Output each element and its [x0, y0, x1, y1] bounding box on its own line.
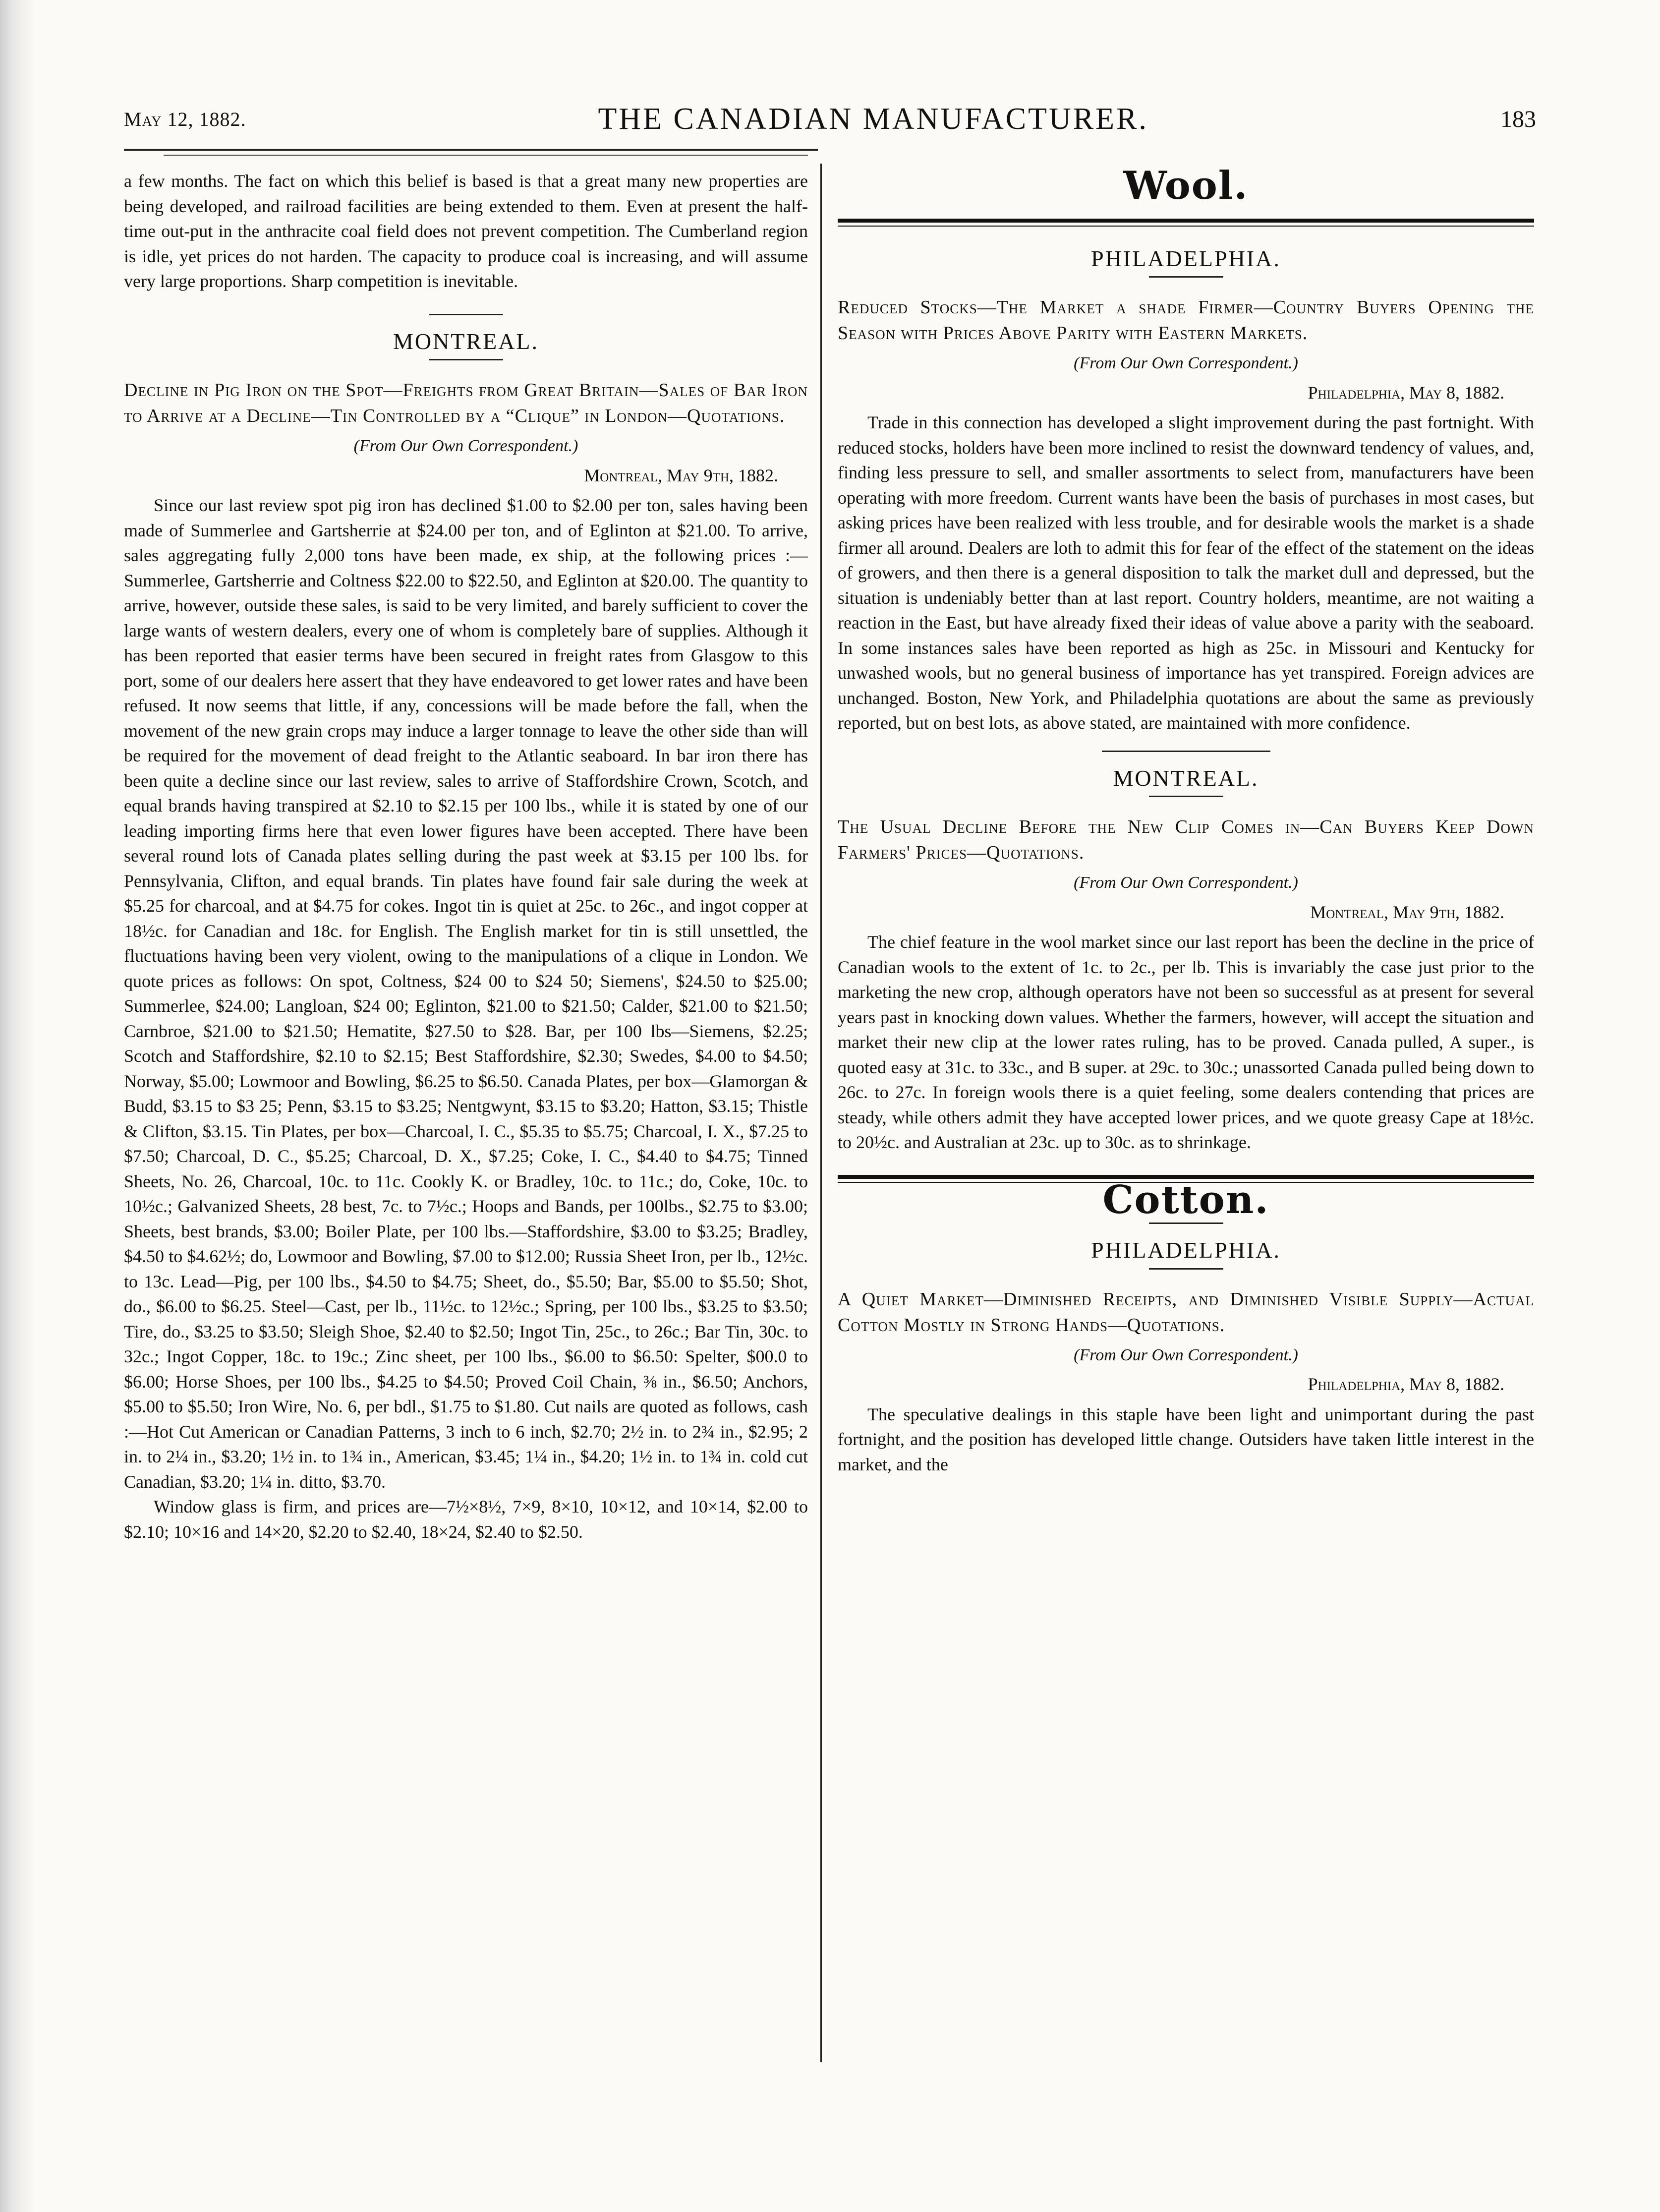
wool-thin-rule — [838, 226, 1534, 227]
cotton-philadelphia-heading: PHILADELPHIA. — [1091, 1237, 1281, 1263]
wool-section-title: Wool. — [1123, 169, 1249, 208]
wool-montreal-dateline: Montreal, May 9th, 1882. — [1310, 902, 1504, 922]
montreal-iron-heading: MONTREAL. — [393, 328, 539, 354]
montreal-iron-body: Since our last review spot pig iron has declined $1.00 to $2.00 per ton, sales having been made of Summerlee and Gartsherrie at $24.00 per ton, and of Eglinton at $21.00. To arrive, sales aggregating fully 2,000 tons have been made, ex ship, at the following prices :—Summerlee, Gartsherrie and Coltness $22.00 to $22.50, and Eglinton at $20.00. The quantity to arrive, however, outside these sales, is said to be very limited, and barely sufficient to cover the large wants of western dealers, every one of whom is completely bare of supplies. Although it has been reported that easier terms have been secured in freight rates from Glasgow to this port, some of our dealers here assert that they have endeavored to get lower rates and have been refused. It now seems that little, if any, concessions will be made before the fall, when the movement of the new grain crops may induce a larger tonnage to leave the other side than will be required for the movement of dead freight to the Atlantic seaboard. In bar iron there has been quite a decline since our last review, sales to arrive of Staffordshire Crown, Scotch, and equal brands having transpired at $2.10 to $2.15 per 100 lbs., while it is stated by one of our leading importing firms here that even lower figures have been accepted. There have been several round lots of Canada plates selling during the past week at $3.15 per 100 lbs. for Pennsylvania, Clifton, and equal brands. Tin plates have found fair sale during the week at $5.25 for charcoal, and at $4.75 for cokes. Ingot tin is quiet at 25c. to 26c., and ingot copper at 18½c. for Canadian and 18c. for English. The English market for tin is still unsettled, the fluctuations having been very violent, owing to the manipulations of a clique in London. We quote prices as follows: On spot, Coltness, $24 00 to $24 50; Siemens', $24.50 to $25.00; Summerlee, $24.00; Langloan, $24 00; Eglinton, $21.00 to $21.50; Calder, $21.00 to $21.50; Carnbroe, $21.00 to $21.50; Hematite, $27.50 to $28. Bar, per 100 lbs—Siemens, $2.25; Scotch and Staffordshire, $2.10 to $2.15; Best Staffordshire, $2.30; Swedes, $4.00 to $4.50; Norway, $5.00; Lowmoor and Bowling, $6.25 to $6.50. Canada Plates, per box—Glamorgan & Budd, $3.15 to $3 25; Penn, $3.15 to $3.25; Nentgwynt, $3.15 to $3.20; Hatton, $3.15; Thistle & Clifton, $3.15. Tin Plates, per box—Charcoal, I. C., $5.35 to $5.75; Charcoal, I. X., $7.25 to $7.50; Charcoal, D. C., $5.25; Charcoal, D. X., $7.25; Coke, I. C., $4.40 to $4.75; Tinned Sheets, No. 26, Charcoal, 10c. to 11c. Cookly K. or Bradley, 10c. to 11c.; do, Coke, 10c. to 10½c.; Galvanized Sheets, 28 best, 7c. to 7½c.; Hoops and Bands, per 100lbs., $2.75 to $3.00; Sheets, best brands, $3.00; Boiler Plate, per 100 lbs.—Staffordshire, $3.00 to $3.25; Bradley, $4.50 to $4.62½; do, Lowmoor and Bowling, $7.00 to $12.00; Russia Sheet Iron, per lb., 12½c. to 13c. Lead—Pig, per 100 lbs., $4.50 to $4.75; Sheet, do., $5.50; Bar, $5.00 to $5.50; Shot, do., $6.00 to $6.25. Steel—Cast, per lb., 11½c. to 12½c.; Spring, per 100 lbs., $3.25 to $3.50; Tire, do., $3.25 to $3.50; Sleigh Shoe, $2.40 to $2.50; Ingot Tin, 25c., to 26c.; Bar Tin, 30c. to 32c.; Ingot Copper, 18c. to 19c.; Zinc sheet, per 100 lbs., $6.00 to $6.50: Spelter, $00.0 to $6.00; Horse Shoes, per 100 lbs., $4.25 to $4.50; Proved Coil Chain, ⅜ in., $6.50; Anchors, $5.00 to $5.50; Iron Wire, No. 6, per bdl., $1.75 to $1.80. Cut nails are quoted as follows, cash :—Hot Cut American or Canadian Patterns, 3 inch to 6 inch, $2.70; 2½ in. to 2¾ in., $2.95; 2 in. to 2¼ in., $3.20; 1½ in. to 1¾ in., American, $3.45; 1¼ in., $4.20; 1½ in. to 1¾ in. cold cut Canadian, $3.20; 1¼ in. ditto, $3.70. — [124, 495, 808, 1492]
section-rule — [1149, 1268, 1223, 1270]
header-rule — [124, 149, 818, 151]
wool-philadelphia-byline: (From Our Own Correspondent.) — [1074, 354, 1298, 372]
section-rule — [1102, 751, 1270, 752]
wool-philadelphia-dateline: Philadelphia, May 8, 1882. — [1308, 382, 1504, 403]
montreal-iron-dateline: Montreal, May 9th, 1882. — [584, 465, 778, 485]
wool-philadelphia-heading: PHILADELPHIA. — [1091, 245, 1281, 271]
column-divider — [820, 164, 822, 2062]
montreal-iron-subhead: Decline in Pig Iron on the Spot—Freights from Great Britain—Sales of Bar Iron to Arrive at a Decline—Tin Controlled by a “Clique” in London—Quotations. — [124, 380, 808, 426]
wool-montreal-byline: (From Our Own Correspondent.) — [1074, 873, 1298, 892]
wool-philadelphia-body: Trade in this connection has developed a slight improvement during the past fortnight. With reduced stocks, holders have been more inclined to resist the downward tendency of values, and, finding less pressure to sell, and smaller assortments to select from, manufacturers have been operating with more freedom. Current wants have been the basis of purchases in most cases, but asking prices have been realized with less trouble, and for desirable wools the market is a shade firmer all around. Dealers are loth to admit this for fear of the effect of the statement on the ideas of growers, and then there is a general disposition to talk the market dull and depressed, but the situation is undeniably better than at last report. Country holders, meantime, are not waiting a reaction in the East, but have already fixed their ideas of value above a parity with the seaboard. In some instances sales have been reported as high as 25c. in Missouri and Kentucky for unwashed wools, but no general business of importance has yet transpired. Foreign advices are unchanged. Boston, New York, and Philadelphia quotations are about the same as previously reported, but on best lots, as above stated, are maintained with more confidence. — [838, 412, 1534, 733]
wool-thick-rule — [838, 219, 1534, 223]
window-glass-paragraph: Window glass is firm, and prices are—7½×8½, 7×9, 8×10, 10×12, and 10×14, $2.00 to $2.10; 10×16 and 14×20, $2.20 to $2.40, 18×24, $2.40 to $2.50. — [124, 1497, 808, 1542]
montreal-iron-byline: (From Our Own Correspondent.) — [353, 437, 578, 455]
masthead-title: THE CANADIAN MANUFACTURER. — [598, 102, 1148, 136]
left-column — [124, 169, 808, 2152]
cotton-philadelphia-byline: (From Our Own Correspondent.) — [1074, 1345, 1298, 1364]
coal-continuation-paragraph: a few months. The fact on which this belief is based is that a great many new properties are being developed, and railroad facilities are being extended to them. Even at present the half-time out-put in the anthracite coal field does not prevent competition. The Cumberland region is idle, yet prices do not harden. The capacity to produce coal is increasing, and will assume very large proportions. Sharp competition is inevitable. — [124, 171, 808, 291]
header-rule-thin — [164, 155, 808, 156]
right-column — [838, 169, 1534, 2152]
page-header — [124, 97, 1536, 141]
wool-montreal-subhead: The Usual Decline Before the New Clip Comes in—Can Buyers Keep Down Farmers' Prices—Quotations. — [838, 816, 1534, 863]
cotton-philadelphia-body: The speculative dealings in this staple have been light and unimportant during the past fortnight, and the position has developed little change. Outsiders have taken little interest in the market, and the — [838, 1404, 1534, 1474]
section-rule — [429, 314, 503, 315]
wool-montreal-body: The chief feature in the wool market since our last report has been the decline in the price of Canadian wools to the extent of 1c. to 2c., per lb. This is invariably the case just prior to the marketing the new crop, although operators have not been so successful as at present for several years past in knocking down values. Whether the farmers, however, will accept the situation and market their new clip at the lower rates ruling, has to be proved. Canada pulled, A super., is quoted easy at 31c. to 33c., and B super. at 29c. to 30c.; unassorted Canada pulled being down to 26c. to 27c. In foreign wools there is a quiet feeling, some dealers contending that prices are steady, while others admit they have accepted lower prices, and we quote greasy Cape at 18½c. to 20½c. and Australian at 23c. up to 30c. as to shrinkage. — [838, 932, 1534, 1152]
wool-philadelphia-subhead: Reduced Stocks—The Market a shade Firmer—Country Buyers Opening the Season with Prices Above Parity with Eastern Markets. — [838, 297, 1534, 344]
section-rule — [1149, 1222, 1223, 1224]
scan-edge-shadow — [0, 0, 35, 2212]
wool-montreal-heading: MONTREAL. — [1113, 765, 1259, 791]
page-number: 183 — [1500, 106, 1536, 132]
section-rule — [429, 359, 503, 360]
issue-date: May 12, 1882. — [124, 108, 246, 130]
section-rule — [1149, 276, 1223, 278]
cotton-philadelphia-dateline: Philadelphia, May 8, 1882. — [1308, 1374, 1504, 1394]
cotton-section-title: Cotton. — [1102, 1177, 1269, 1222]
cotton-philadelphia-subhead: A Quiet Market—Diminished Receipts, and Diminished Visible Supply—Actual Cotton Mostly in Strong Hands—Quotations. — [838, 1288, 1534, 1336]
section-rule — [1149, 796, 1223, 797]
